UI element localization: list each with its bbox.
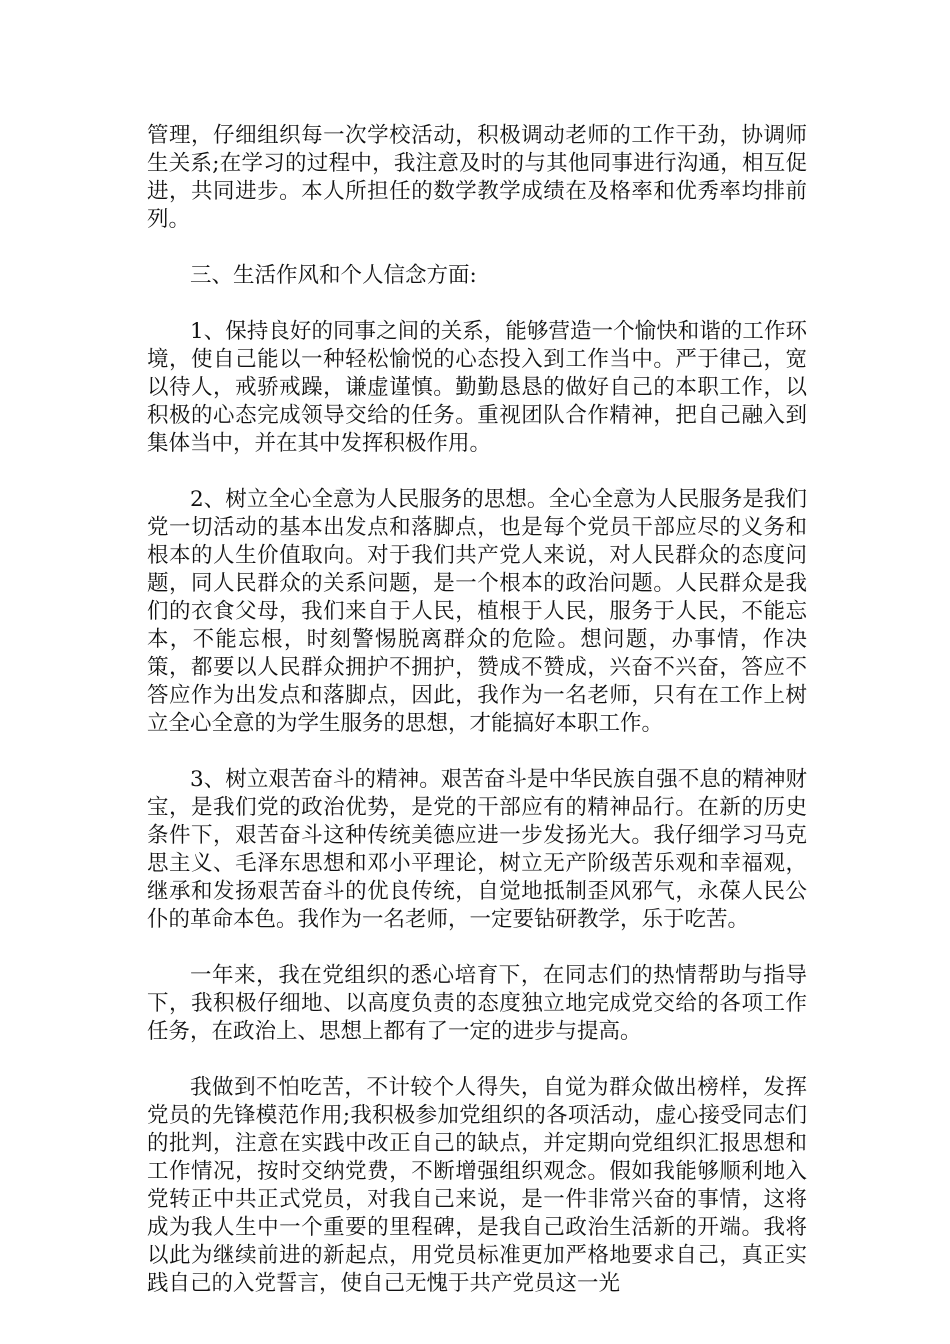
section-heading: 三、生活作风和个人信念方面:	[190, 263, 477, 288]
paragraph-commitment: 我做到不怕吃苦，不计较个人得失，自觉为群众做出榜样，发挥党员的先锋模范作用;我积极参加党组织的各项活动，虚心接受同志们的批判，注意在实践中改正自己的缺点，并定期向党组织汇报思想和工作情况，按时交纳党费，不断增强组织观念。假如我能够顺利地入党转正中共正式党员，对我自己来说，是一件非常兴奋的事情，这将成为我人生中一个重要的里程碑，是我自己政治生活新的开端。我将以此为继续前进的新起点，用党员标准更加严格地要求自己，真正实践自己的入党誓言，使自己无愧于共产党员这一光	[147, 1075, 807, 1296]
paragraph-item-1: 1、保持良好的同事之间的关系，能够营造一个愉快和谐的工作环境，使自己能以一种轻松愉悦的心态投入到工作当中。严于律己，宽以待人，戒骄戒躁，谦虚谨慎。勤勤恳恳的做好自己的本职工作，以积极的心态完成领导交给的任务。重视团队合作精神，把自己融入到集体当中，并在其中发挥积极作用。	[147, 319, 807, 456]
paragraph-item-2: 2、树立全心全意为人民服务的思想。全心全意为人民服务是我们党一切活动的基本出发点和落脚点，也是每个党员干部应尽的义务和根本的人生价值取向。对于我们共产党人来说，对人民群众的态度问题，同人民群众的关系问题，是一个根本的政治问题。人民群众是我们的衣食父母，我们来自于人民，植根于人民，服务于人民，不能忘本，不能忘根，时刻警惕脱离群众的危险。想问题，办事情，作决策，都要以人民群众拥护不拥护，赞成不赞成，兴奋不兴奋，答应不答应作为出发点和落脚点，因此，我作为一名老师，只有在工作上树立全心全意的为学生服务的思想，才能搞好本职工作。	[147, 487, 807, 736]
paragraph-summary: 一年来，我在党组织的悉心培育下，在同志们的热情帮助与指导下，我积极仔细地、以高度负责的态度独立地完成党交给的各项工作任务，在政治上、思想上都有了一定的进步与提高。	[147, 963, 807, 1044]
document-body	[147, 122, 807, 1298]
paragraph-continuation: 管理，仔细组织每一次学校活动，积极调动老师的工作干劲，协调师生关系;在学习的过程中，我注意及时的与其他同事进行沟通，相互促进，共同进步。本人所担任的数学教学成绩在及格率和优秀率均排前列。	[147, 123, 807, 232]
paragraph-item-3: 3、树立艰苦奋斗的精神。艰苦奋斗是中华民族自强不息的精神财宝，是我们党的政治优势，是党的干部应有的精神品行。在新的历史条件下，艰苦奋斗这种传统美德应进一步发扬光大。我仔细学习马克思主义、毛泽东思想和邓小平理论，树立无产阶级苦乐观和幸福观，继承和发扬艰苦奋斗的优良传统，自觉地抵制歪风邪气，永葆人民公仆的革命本色。我作为一名老师，一定要钻研教学，乐于吃苦。	[147, 767, 807, 932]
